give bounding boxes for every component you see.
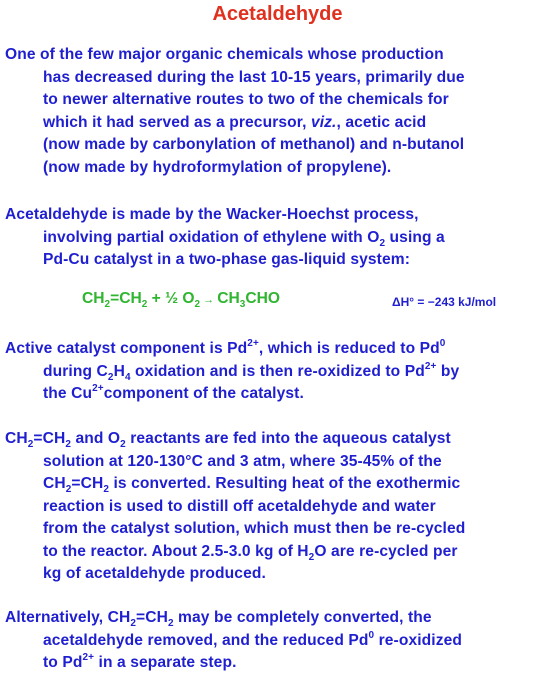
text-span: component of the catalyst. [103,385,304,402]
text-line: One of the few major organic chemicals whose production [5,46,444,63]
text-line [5,652,552,675]
subscript: 2 [107,371,114,383]
text-line [5,428,552,451]
formula-part: =CH [110,290,142,307]
subscript: 3 [239,299,246,310]
text-span: H [113,362,125,380]
text-line [5,361,552,384]
text-line [5,607,552,630]
text-line: from the catalyst solution, which must then be re-cycled [43,520,466,537]
text-line: to newer alternative routes to two of the chemicals for [43,91,449,108]
text-line: solution at 120-130°C and 3 atm, where 35-45% of the [43,452,442,470]
paragraph-production-history [5,44,552,179]
superscript: 2+ [424,360,437,372]
text-span: during C [43,362,108,380]
formula-part: CH [217,290,240,307]
subscript: 2 [65,484,72,495]
subscript: 2 [103,484,110,495]
italic-viz: viz. [310,113,337,131]
reaction-arrow-icon: → [200,294,218,306]
text-span: , acetic acid [336,113,427,131]
superscript: 0 [368,629,375,641]
text-span: =CH [71,475,104,492]
formula-part: CH [82,290,105,307]
superscript: 2+ [82,652,95,663]
text-span: to the reactor. About 2.5-3.0 kg of H [43,542,309,560]
text-line [5,112,552,135]
text-span: O are re-cycled per [314,542,458,560]
paragraph-wacker-process [5,204,552,272]
text-line: kg of acetaldehyde produced. [43,565,266,582]
text-line: (now made by carbonylation of methanol) and n-butanol [43,136,465,153]
text-span: reactants are fed into the aqueous catalyst [125,430,451,447]
text-line: Pd-Cu catalyst in a two-phase gas-liquid system: [43,251,410,268]
text-span: which it had served as a precursor, [43,113,311,131]
reaction-enthalpy: ΔH° = −243 kJ/mol [392,295,497,309]
text-span: acetaldehyde removed, and the reduced Pd [43,631,369,649]
text-span: CH [43,475,66,492]
paragraph-alternative-route [5,607,552,675]
text-line [5,227,552,250]
text-span: CH [5,430,28,447]
text-span: and O [71,430,121,447]
superscript: 2+ [247,338,259,349]
subscript: 2 [167,618,174,629]
subscript: 2 [104,299,111,310]
subscript: 2 [120,439,126,450]
text-span: involving partial oxidation of ethylene with O [43,228,380,246]
text-span: Active catalyst component is Pd [5,340,248,357]
subscript: 2 [27,439,34,450]
subscript: 2 [379,237,386,249]
text-span: may be completely converted, the [173,609,432,626]
text-span: re-oxidized [374,631,463,649]
text-line [5,473,552,496]
text-line: has decreased during the last 10-15 years, primarily due [43,68,465,86]
text-line [5,541,552,564]
formula-part: + ½ O [147,290,195,307]
superscript: 0 [439,338,446,349]
text-line [5,383,552,406]
text-span: oxidation and is then re-oxidized to Pd [130,362,425,380]
reaction-equation [82,290,280,308]
text-span: =CH [33,430,66,447]
subscript: 2 [65,439,72,450]
text-span: using a [385,228,445,246]
subscript: 2 [141,299,148,310]
text-span: , which is reduced to Pd [258,340,440,357]
superscript: 2+ [92,383,104,394]
text-line: (now made by hydroformylation of propylene). [43,158,392,176]
text-span: to Pd [43,654,83,671]
page-title: Acetaldehyde [212,3,343,25]
text-span: =CH [136,609,168,626]
text-span: Alternatively, CH [5,609,131,626]
subscript: 4 [124,371,131,383]
text-line [5,338,552,361]
subscript: 2 [194,299,201,310]
text-line: Acetaldehyde is made by the Wacker-Hoechst process, [5,206,419,223]
text-span: in a separate step. [94,654,237,671]
text-span: is converted. Resulting heat of the exothermic [109,475,461,492]
text-line: reaction is used to distill off acetaldehyde and water [43,497,436,515]
subscript: 2 [130,618,137,629]
paragraph-active-catalyst [5,338,552,406]
subscript: 2 [308,551,315,563]
text-line [5,630,552,653]
formula-part: CHO [245,290,280,307]
text-span: by [436,362,460,380]
text-span: the Cu [43,385,93,402]
paragraph-reactor-conditions [5,428,552,586]
